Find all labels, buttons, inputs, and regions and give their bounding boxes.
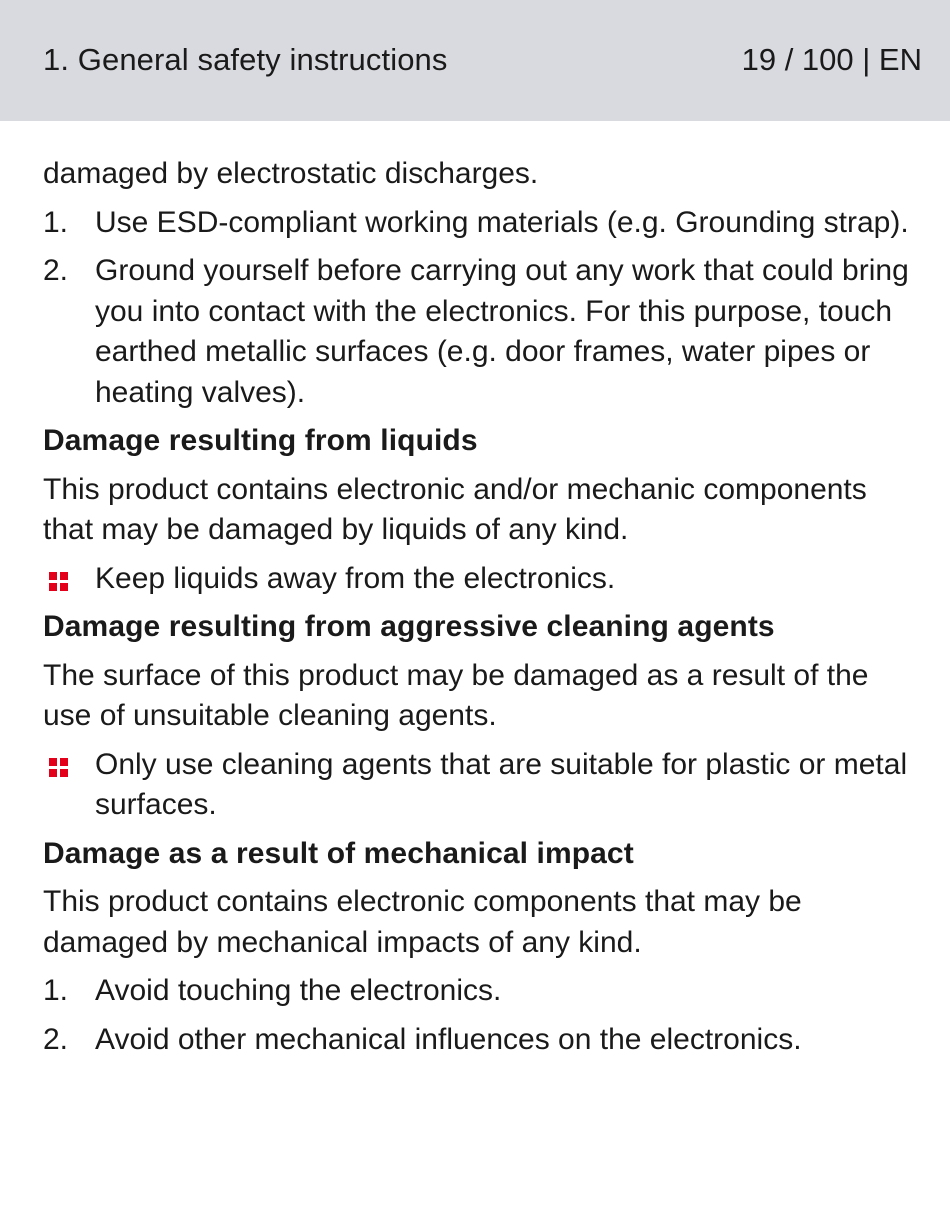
step-number: 1. xyxy=(43,205,69,239)
red-four-squares-icon xyxy=(43,745,95,785)
red-four-squares-icon xyxy=(43,559,95,599)
bullet-text: Only use cleaning agents that are suitable for plastic or metal surfaces. xyxy=(95,747,908,821)
cleaning-body: The surface of this product may be damaged as a result of the use of unsuitable cleaning agents. xyxy=(43,658,869,732)
liquids-heading: Damage resulting from liquids xyxy=(43,424,478,457)
list-item xyxy=(43,559,913,600)
step-text: Use ESD-compliant working materials (e.g. Grounding strap). xyxy=(95,205,909,239)
list-item xyxy=(43,971,913,1012)
cleaning-heading: Damage resulting from aggressive cleaning agents xyxy=(43,610,775,643)
list-item xyxy=(43,251,913,413)
page-header xyxy=(0,0,950,121)
list-item xyxy=(43,203,913,244)
section-title: 1. General safety instructions xyxy=(43,42,448,77)
list-item xyxy=(43,1020,913,1061)
step-text: Avoid touching the electronics. xyxy=(95,974,502,1007)
step-number: 1. xyxy=(43,974,69,1007)
step-text: Avoid other mechanical influences on the electronics. xyxy=(95,1022,802,1056)
step-number: 2. xyxy=(43,1022,69,1056)
page-number: 19 / 100 | EN xyxy=(741,42,922,77)
mechanical-body: This product contains electronic components that may be damaged by mechanical impacts of any kind. xyxy=(43,885,802,959)
step-text: Ground yourself before carrying out any work that could bring you into contact with the electronics. For this purpose, touch earthed metallic surfaces (e.g. door frames, water pipes or heating valves). xyxy=(95,254,909,409)
mechanical-heading: Damage as a result of mechanical impact xyxy=(43,836,634,870)
list-item xyxy=(43,745,913,826)
page-content xyxy=(43,154,913,1068)
intro-text: damaged by electrostatic discharges. xyxy=(43,157,539,190)
step-number: 2. xyxy=(43,254,69,287)
liquids-body: This product contains electronic and/or mechanic components that may be damaged by liquids of any kind. xyxy=(43,472,867,546)
bullet-text: Keep liquids away from the electronics. xyxy=(95,561,616,595)
